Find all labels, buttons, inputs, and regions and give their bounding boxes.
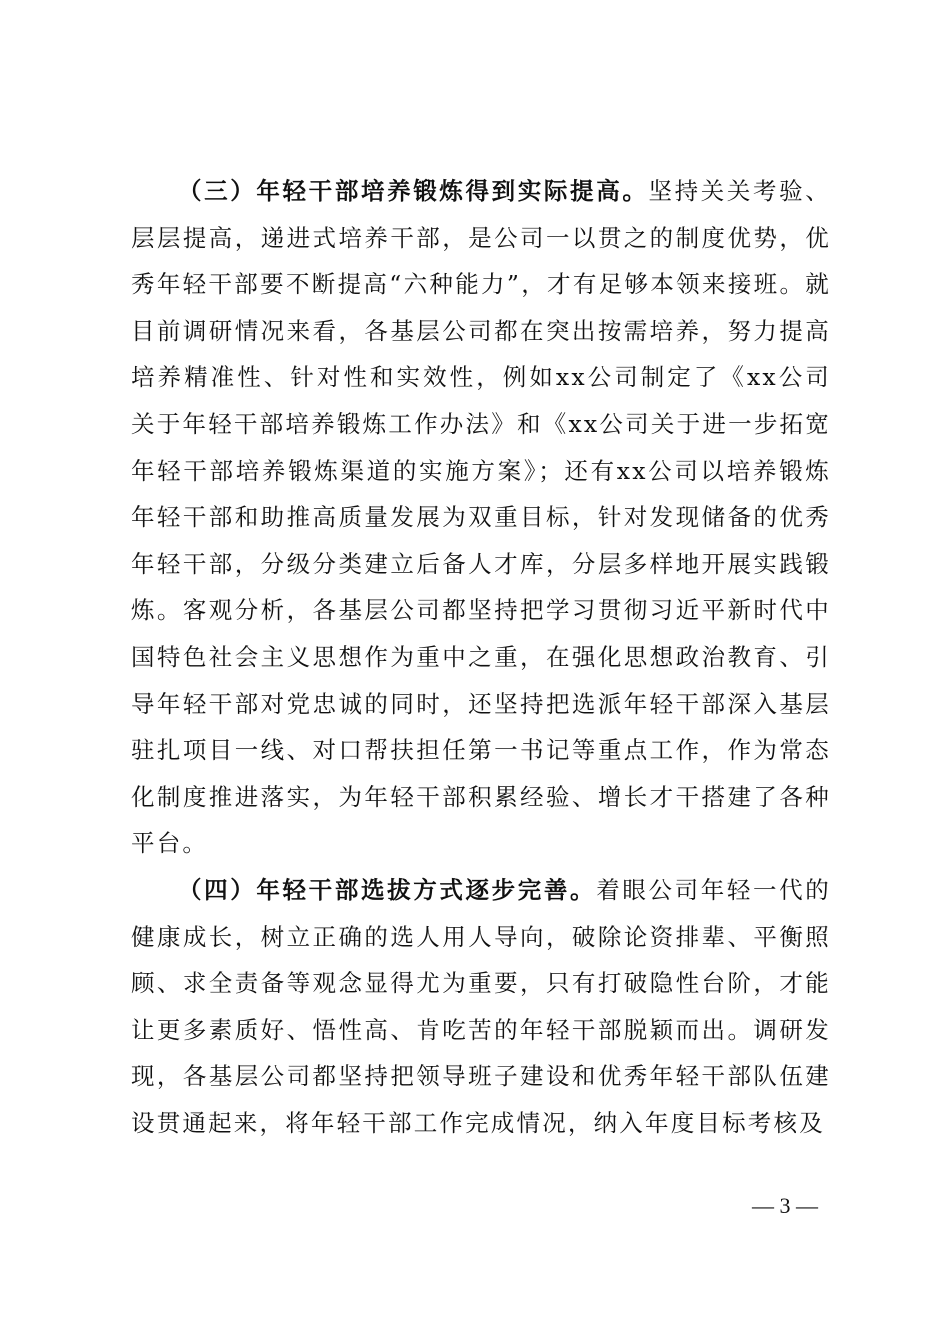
section-three-heading: （三）年轻干部培养锻炼得到实际提高。 [178,177,649,205]
page-number: — 3 — [752,1193,818,1218]
document-body [131,168,831,1146]
section-three-body: 坚持关关考验、层层提高，递进式培养干部，是公司一以贯之的制度优势，优秀年轻干部要不断提高“六种能力”，才有足够本领来接班。就目前调研情况来看，各基层公司都在突出按需培养，努力提高培养精准性、针对性和实效性，例如xx公司制定了《xx公司关于年轻干部培养锻炼工作办法》和《xx公司关于进一步拓宽年轻干部培养锻炼渠道的实施方案》；还有xx公司以培养锻炼年轻干部和助推高质量发展为双重目标，针对发现储备的优秀年轻干部，分级分类建立后备人才库，分层多样地开展实践锻炼。客观分析，各基层公司都坚持把学习贯彻习近平新时代中国特色社会主义思想作为重中之重，在强化思想政治教育、引导年轻干部对党忠诚的同时，还坚持把选派年轻干部深入基层驻扎项目一线、对口帮扶担任第一书记等重点工作，作为常态化制度推进落实，为年轻干部积累经验、增长才干搭建了各种平台。 [131,177,831,858]
paragraph-section-four [131,867,831,1147]
section-four-body: 着眼公司年轻一代的健康成长，树立正确的选人用人导向，破除论资排辈、平衡照顾、求全责备等观念显得尤为重要，只有打破隐性台阶，才能让更多素质好、悟性高、肯吃苦的年轻干部脱颖而出。调研发现，各基层公司都坚持把领导班子建设和优秀年轻干部队伍建设贯通起来，将年轻干部工作完成情况，纳入年度目标考核及 [131,875,831,1137]
section-four-heading: （四）年轻干部选拔方式逐步完善。 [178,875,597,904]
paragraph-section-three [131,168,831,867]
